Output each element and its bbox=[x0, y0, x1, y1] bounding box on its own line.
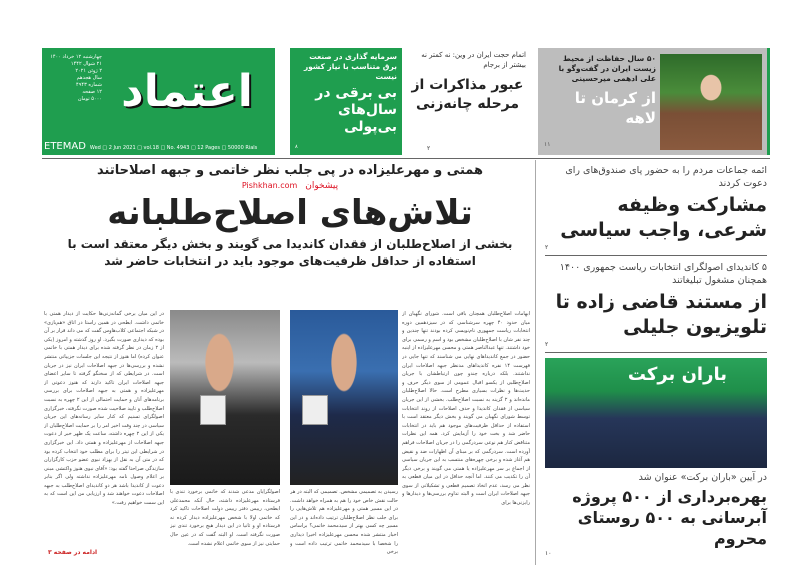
teaser-headline: بی برقی در سال‌های بی‌پولی bbox=[315, 85, 397, 135]
candidate-photo-hemmati bbox=[290, 310, 398, 485]
article-column: رسیدن به تصمیمی مشخص. تصمیمی که البته در هر حالت نقش خاص خود را هم به همراه خواهد داشت. در این مسیر همتی و مهرعلیزاده هم تلاش‌هایی را برای جلب نظر اصلاح‌طلبان ترتیب داده‌اند و در این مسیر چه کسی بهتر از سیدمحمد خاتمی؟ براساس اخبار منتشر شده محسن مهرعلیزاده اخیرا دیداری را شخصا با سیدمحمد خاتمی ترتیب داده است و برخی bbox=[290, 489, 398, 556]
article-column: اصولگرایان مدعی شدند که خاتمی برخورد تندی با فرستاده مهرعلیزاده داشته، حال آنکه محمدعلی ابطحی، رییس دفتر رییس دولت اصلاحات تاکید کرد که خاتمی اولا با شخص مهرعلیزاده دیدار کرده نه فرستاده او و ثانیا در این دیدار هیچ برخورد تندی نیز صورت نگرفته است. او البته گفت که در عین حال حمایتی نیز از سوی خاتمی اعلام نشده است. bbox=[170, 489, 280, 547]
latin-name: ETEMAD bbox=[44, 141, 86, 152]
photo-banner-text: باران برکت bbox=[627, 364, 727, 385]
right-column bbox=[545, 164, 767, 566]
page-ref: ۲ bbox=[427, 145, 431, 152]
id-card bbox=[302, 395, 328, 425]
main-story-header bbox=[50, 162, 530, 306]
main-story-kicker: همتی و مهرعلیزاده در پی جلب نظر خاتمی و جبهه اصلاحاتند bbox=[97, 163, 483, 178]
masthead bbox=[42, 48, 275, 155]
story-headline[interactable]: از مستند قاضی زاده تا تلویزیون جلیلی bbox=[555, 291, 767, 338]
page-ref: ۸ bbox=[295, 144, 298, 150]
negotiations-teaser[interactable] bbox=[405, 48, 530, 155]
price: ۵۰۰۰ تومان bbox=[77, 96, 102, 102]
story-kicker: در آیین «باران برکت» عنوان شد bbox=[638, 472, 767, 483]
page-ref: ۲ bbox=[545, 341, 549, 348]
ceremony-photo bbox=[545, 358, 767, 468]
divider bbox=[545, 352, 767, 353]
portrait-photo bbox=[660, 54, 762, 150]
main-story-subhead: بخشی از اصلاح‌طلبان از فقدان کاندیدا می گویند و بخش دیگر معتقد است با استفاده از حداقل ظرفیت‌های موجود باید در انتخابات حاضر شد bbox=[67, 237, 513, 268]
issue-number: شماره ۴۹۴۳ bbox=[76, 82, 102, 88]
issue-date-gregorian: ۲ ژوئن ۲۰۲۱ bbox=[75, 68, 102, 74]
teaser-kicker: سرمایه گذاری در صنعت برق متناسب با نیاز کشور نیست bbox=[303, 52, 397, 81]
article-column: در این میان برخی گمانه‌زنی‌ها حکایت از دیدار همتی با خاتمی داشت. ابطحی در همین راستا در اتاق «هم‌بازی» در شبکه اجتماعی کلاب‌هاوس گفت که می داند قرار بر آن بوده که دیداری صورت بگیرد. او روز گذشته و امروز (یکی از ۲ زمان در نظر گرفته شده برای دیدار همتی با خاتمی عنوان کرده) اما هنوز از نتیجه این جلسات جزییاتی منتشر نشده و بررسی‌ها در جبهه اصلاحات ایران نیز در جریان است. در شرایطی که از سخنگو گرفته تا سایر اعضای جبهه اصلاحات ایران تاکید دارند که هنوز دعوتی از مهرعلیزاده و همتی به جبهه اصلاحات برای بررسی برنامه‌های آنان و حمایت احتمالی از این ۲ چهره به نسبت اصلاح‌طلب و تایید صلاحیت شده صورت نگرفته، خبرگزاری اصولگرای تسنیم که کنار سایر رسانه‌های این جریان سیاسی در چند وقت اخیر امر را بر حمایت اصلاح‌طلبان از یکی از این ۲ چهره داشته، ساعت یک ظهر خبر از دعوت جبهه اصلاحات از مهرعلیزاده و همتی داد. این خبرگزاری در شرایطی این تیتر را برای مطلب خود انتخاب کرده بود که در متن آن به نقل از بهزاد نبوی عضو حزب کارگزاران سازندگی صراحتا گفته بود: «آقای نبوی هنوز واکنشی مبنی بر اعلام وصول نامه مهرعلیزاده نداشته ولی اگر بنابر دعوت از کاندیدا باشد هر دو کاندیدای اصلاح‌طلب به جبهه اصلاحات دعوت خواهند شد و ارزیابی من این است که به این سمت خواهیم رفت.» bbox=[44, 311, 164, 507]
page-ref: ۱۱ bbox=[544, 141, 551, 148]
divider bbox=[42, 158, 770, 159]
watermark-url: Pishkhan.com bbox=[241, 181, 298, 190]
story-kicker: ائمه جماعات مردم را به حضور پای صندوق‌های رای دعوت کردند bbox=[565, 165, 767, 189]
environment-teaser-text bbox=[544, 54, 656, 149]
issue-date-hijri: ۲۱ شوال ۱۴۴۲ bbox=[70, 61, 102, 67]
candidate-photo-mehralizadeh bbox=[170, 310, 280, 485]
continued-link[interactable]: ادامه در صفحه ۳ bbox=[48, 549, 98, 556]
environment-teaser-box[interactable] bbox=[538, 48, 770, 155]
teaser-headline: عبور مذاکرات از مرحله چانه‌زنی bbox=[411, 77, 524, 112]
divider bbox=[535, 160, 536, 565]
issue-line: Wed □ 2 Jun 2021 □ vol.18 □ No. 4943 □ 12 Pages □ 50000 Rials bbox=[89, 145, 258, 151]
story-kicker: ۵ کاندیدای اصولگرای انتخابات ریاست جمهوری ۱۴۰۰ همچنان مشغول تبلیغاتند bbox=[559, 262, 767, 286]
divider bbox=[545, 255, 767, 256]
watermark-row bbox=[242, 180, 338, 192]
article-column: ابهامات اصلاح‌طلبان همچنان باقی است. شورای نگهبان از میان حدود ۴۰ چهره سرشناسی که در سیزدهمین دوره انتخابات ریاست جمهوری نام‌نویسی کرده بودند تنها چندین و چند نفر شان با اصلاح‌طلبان مشخص بود و اسم و رسمی برای خود داشتند. تنها عبدالناصر همتی و محسن مهرعلیزاده از اینبه حضور در جمع کاندیداهای نهایی می شناسند که تنها جایی در فهرست ۱۴ نفره کاندیداهای مدنظر جبهه اصلاحات ایران نداشتند. بلکه درباره چندو چون ارتباطشان با جریان اصلاح‌طلبی از یکسو اقبال عمومی از سوی دیگر حرف و حدیث‌ها و نظرات بسیاری مطرح است. حالا اصلاح‌طلبان مانده‌اند و ۲ گزینه به نسبت اصلاح‌طلب. بخشی از این جریان سیاسی از فقدان کاندیدا و حذف اصلاحات از روند انتخابات توسط شورای نگهبان می گویند و بخش دیگر معتقد است با استفاده از حداقل ظرفیت‌های موجود هم باید در انتخابات حاضر شد و بخت خود را آزمایش کرد. همه این نظرات متناقض کنار هم نوعی سردرگمی را در جریان اصلاحات فراهم آورده است. سردرگمی که بر مبنای آن اظهارات ضد و نقیض هم آغاز شده و برخی چهره‌های منتسب به این جریان سیاسی از اجماع بر سر مهرعلیزاده یا همتی می گویند و برخی دیگر آن را تکذیب می کنند. اما آنچه حداقل در این میان قطعی به نظر می رسد، عدم اتخاذ تصمیم قطعی و تشکیلاتی از سوی جبهه اصلاحات ایران است و البته تداوم بررسی‌ها و دیدارها و رایزنی‌ها برای bbox=[402, 311, 530, 507]
issue-date: چهارشنبه ۱۲ خرداد ۱۴۰۰ bbox=[50, 54, 102, 60]
id-card bbox=[200, 395, 226, 425]
teaser-headline: از کرمان تا لاهه bbox=[574, 89, 656, 127]
page-count: ۱۲ صفحه bbox=[82, 89, 102, 95]
story-headline[interactable]: بهره‌برداری از ۵۰۰ پروژه آبرسانی به ۵۰۰ روستای محروم bbox=[572, 487, 767, 548]
issue-info bbox=[46, 54, 102, 103]
teaser-kicker: ۵۰ سال حفاظت از محیط زیست ایران در گفت‌وگو با علی ادهمی میرحسینی bbox=[558, 54, 656, 83]
green-teaser-box[interactable] bbox=[290, 48, 402, 155]
main-story-headline[interactable]: تلاش‌های اصلاح‌طلبانه bbox=[107, 193, 473, 233]
newspaper-logo: اعتماد bbox=[121, 66, 253, 117]
teaser-kicker: اتمام حجت ایران در وین: نه کمتر نه بیشتر از برجام bbox=[421, 51, 526, 69]
page-ref: ۱۰ bbox=[545, 550, 552, 557]
story-headline[interactable]: مشارکت وظیفه شرعی، واجب سیاسی bbox=[560, 194, 767, 241]
masthead-footer bbox=[44, 141, 257, 153]
page-ref: ۲ bbox=[545, 244, 549, 251]
watermark: پیشخوان bbox=[305, 181, 339, 191]
issue-year: سال هجدهم bbox=[76, 75, 102, 81]
